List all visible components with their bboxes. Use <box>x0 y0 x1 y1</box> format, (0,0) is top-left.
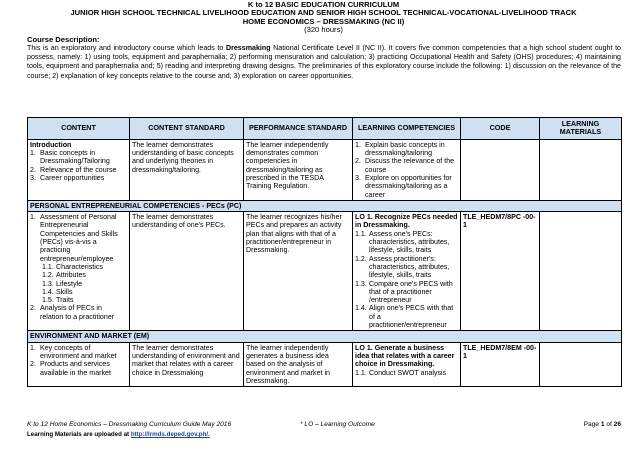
pec-competencies-list <box>355 230 458 330</box>
list-item: 1.4. Skills <box>42 287 73 296</box>
table-row-environment-market <box>28 342 622 386</box>
list-item: 3. Explore on opportunities for dressmaking/tailoring as a career <box>355 174 452 199</box>
course-description-text: This is an exploratory and introductory course which leads to Dressmaking National Certificate Level II (NC II). It covers five common competencies that a high school student ought to possess, namely: 1) using tools, equipment and paraphernalia; 2) performing mensuration and calculation; 3) practicing Occupational Health and Safety (OHS) procedures; 4) maintaining tools, equipment and paraphernalia and; 5) reading and interpreting drawing designs. The preliminaries of this exploratory course include the following: 1) discussion on the relevance of the course; 2) explanation of key concepts relative to the course and; 3) exploration on career opportunities. <box>27 44 621 80</box>
list-item: 2. Products and services available in the market <box>30 360 111 377</box>
list-item: 1.4. Align one's PECS with that of a practitioner/entrepreneur <box>355 304 454 330</box>
list-item: 1.3. Lifestyle <box>42 279 83 288</box>
col-header-code: CODE <box>461 118 540 140</box>
list-item: 1.1. Characteristics <box>42 262 103 271</box>
em-materials <box>540 342 622 386</box>
list-item: 1. Assessment of Personal Entrepreneurial Competencies and Skills (PECs) vis-à-vis a practicing entrepreneur/employee <box>30 213 118 263</box>
header-hours: (320 hours) <box>304 25 343 35</box>
section-title-pecs: PERSONAL ENTREPRENEURIAL COMPETENCIES - PECs (PC) <box>28 200 622 211</box>
section-row-environment-market <box>28 331 622 342</box>
list-item: 1.1. Conduct SWOT analysis <box>355 368 447 377</box>
intro-competencies-cell <box>353 139 461 200</box>
page-number: Page 1 of 26 <box>583 421 621 428</box>
pec-content-list <box>30 213 127 321</box>
list-item: 1. Explain basic concepts in dressmaking/tailoring <box>355 140 445 158</box>
list-item: 1.2. Attributes <box>42 271 86 280</box>
pec-code: TLE_HEDM7/8PC -00-1 <box>461 212 540 331</box>
table-row-introduction <box>28 139 622 200</box>
curriculum-header <box>27 0 620 35</box>
em-performance-standard: The learner independently generates a business idea based on the analysis of environment and market in Dressmaking. <box>244 342 353 386</box>
pec-learning-outcome: LO 1. Recognize PECs needed in Dressmaking. <box>355 213 458 230</box>
footer-guide-title: K to 12 Home Economics – Dressmaking Curriculum Guide May 2016 <box>27 421 232 428</box>
em-competencies-list <box>355 369 458 377</box>
col-header-content-standard: CONTENT STANDARD <box>130 118 244 140</box>
footer-upload-note: Learning Materials are uploaded at http://lrmds.deped.gov.ph/. <box>27 431 210 438</box>
col-header-learning-competencies: LEARNING COMPETENCIES <box>353 118 461 140</box>
pec-performance-standard: The learner recognizes his/her PECs and prepares an activity plan that aligns with that of a practitioner/entrepreneur in Dressmaking. <box>244 212 353 331</box>
section-row-pecs <box>28 200 622 211</box>
list-item: 1.2. Assess practitioner's: characteristics, attributes, lifestyle, skills, traits <box>355 254 450 280</box>
list-item: 1. Key concepts of environment and market <box>30 343 117 360</box>
intro-performance-standard: The learner independently demonstrates common competencies in dressmaking/tailoring as prescribed in the TESDA Training Regulation. <box>244 139 353 200</box>
list-item: 2. Discuss the relevance of the course <box>355 157 455 174</box>
course-description-title: Course Description: <box>27 34 100 44</box>
section-title-environment-market: ENVIRONMENT AND MARKET (EM) <box>28 331 622 342</box>
pec-materials <box>540 212 622 331</box>
em-competencies-cell <box>353 342 461 386</box>
header-line-3: HOME ECONOMICS – DRESSMAKING (NC II) <box>242 16 405 26</box>
list-item: 2. Relevance of the course <box>30 165 117 174</box>
list-item: 3. Career opportunities <box>30 174 105 182</box>
list-item: 1.1. Assess one's PECs: characteristics, attributes, lifestyle, skills, traits <box>355 229 450 255</box>
curriculum-table <box>27 117 622 387</box>
intro-content-cell <box>28 139 130 200</box>
intro-competencies-list <box>355 141 458 199</box>
intro-content-standard: The learner demonstrates understanding of basic concepts and underlying theories in dressmaking/tailoring. <box>130 139 244 200</box>
intro-code <box>461 139 540 200</box>
intro-title: Introduction <box>30 140 72 149</box>
em-content-list <box>30 344 127 377</box>
intro-content-list <box>30 149 127 182</box>
pec-competencies-cell <box>353 212 461 331</box>
table-header-row <box>28 118 622 140</box>
list-item: 1.3. Compare one's PECS with that of a practitioner /entrepreneur <box>355 279 453 305</box>
em-code: TLE_HEDM7/8EM -00-1 <box>461 342 540 386</box>
list-item: 1. Basic concepts in Dressmaking/Tailoring <box>30 149 110 166</box>
col-header-content: CONTENT <box>28 118 130 140</box>
page-footer <box>27 421 621 439</box>
pec-content-standard: The learner demonstrates understanding of one's PECs. <box>130 212 244 331</box>
list-item: 1.5. Traits <box>42 296 74 305</box>
table-row-pecs <box>28 212 622 331</box>
em-content-standard: The learner demonstrates understanding of environment and market that relates with a career choice in Dressmaking <box>130 342 244 386</box>
header-line-2: JUNIOR HIGH SCHOOL TECHNICAL LIVELIHOOD EDUCATION AND SENIOR HIGH SCHOOL TECHNICAL-VOCATIONAL-LIVELIHOOD TRACK <box>70 8 577 18</box>
footer-lo-note: * LO – Learning Outcome <box>300 421 375 428</box>
col-header-learning-materials: LEARNING MATERIALS <box>540 118 622 140</box>
list-item: 2. Analysis of PECs in relation to a practitioner <box>30 304 115 321</box>
col-header-performance-standard: PERFORMANCE STANDARD <box>244 118 353 140</box>
intro-materials <box>540 139 622 200</box>
lrmds-link[interactable]: http://lrmds.deped.gov.ph/. <box>130 431 210 438</box>
header-line-1: K to 12 BASIC EDUCATION CURRICULUM <box>247 0 400 9</box>
em-content-cell <box>28 342 130 386</box>
em-learning-outcome: LO 1. Generate a business idea that relates with a career choice in Dressmaking. <box>355 343 455 369</box>
pec-content-cell <box>28 212 130 331</box>
